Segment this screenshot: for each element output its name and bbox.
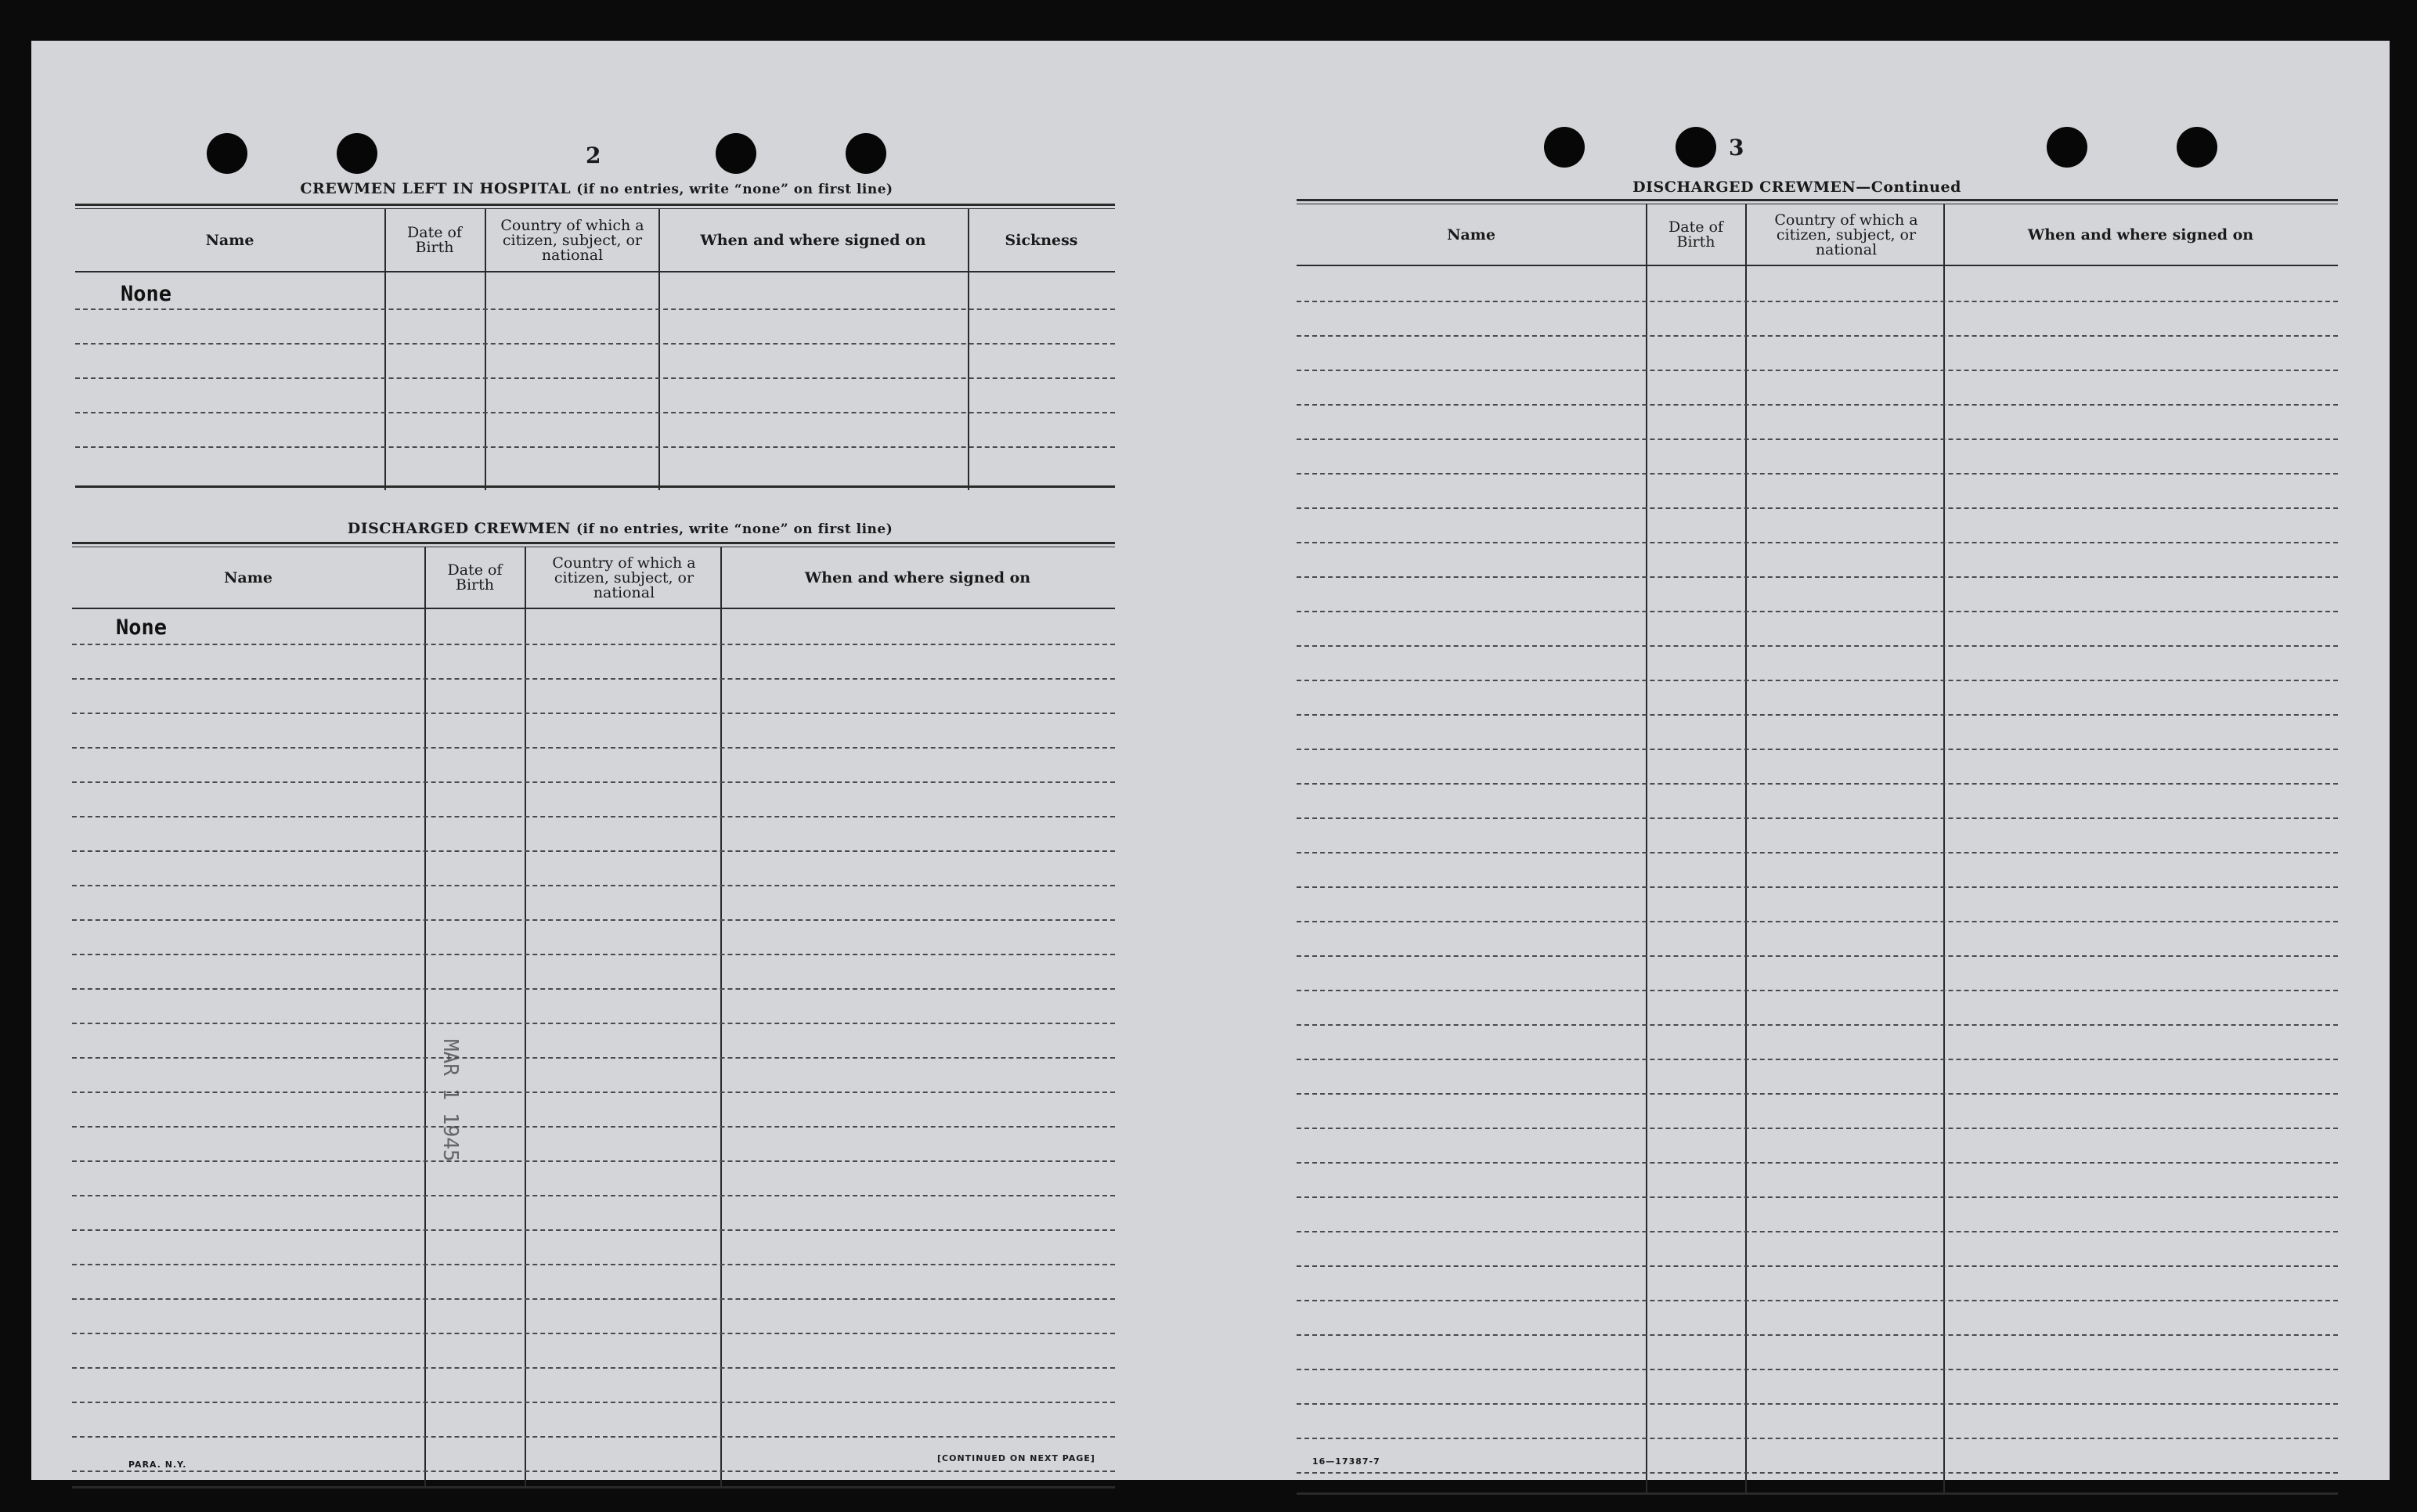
entry-line xyxy=(72,816,1115,817)
entry-line xyxy=(72,678,1115,680)
table-rule xyxy=(75,204,1115,206)
entry-line xyxy=(1297,680,2338,681)
entry-line xyxy=(72,781,1115,783)
header-date-of-birth: Date of Birth xyxy=(407,224,462,256)
entry-line xyxy=(1297,817,2338,819)
entry-line xyxy=(1297,301,2338,302)
left-page xyxy=(72,88,1168,1481)
entry-line xyxy=(72,1402,1115,1403)
entry-line xyxy=(1297,1128,2338,1129)
column-divider xyxy=(525,547,526,1486)
entry-line xyxy=(72,1471,1115,1472)
page-number: 2 xyxy=(586,143,601,168)
entry-line xyxy=(1297,611,2338,612)
entry-line xyxy=(1297,1196,2338,1198)
entry-line xyxy=(1297,404,2338,406)
entry-line xyxy=(72,644,1115,645)
column-divider xyxy=(384,208,386,490)
entry-line xyxy=(1297,1024,2338,1026)
column-divider xyxy=(485,208,486,490)
entry-line xyxy=(1297,1438,2338,1439)
discharged-continued-title: DISCHARGED CREWMEN—Continued xyxy=(1632,179,1961,196)
header-name: Name xyxy=(224,569,272,586)
header-when-where: When and where signed on xyxy=(700,232,926,249)
entry-line xyxy=(72,850,1115,852)
discharged-table-title xyxy=(72,520,1168,537)
entry-line xyxy=(1297,852,2338,853)
header-sickness: Sickness xyxy=(1005,232,1078,249)
entry-line xyxy=(1297,370,2338,371)
form-number: 16—17387-7 xyxy=(1312,1456,1380,1467)
entry-line xyxy=(72,1057,1115,1059)
entry-line xyxy=(1297,783,2338,785)
table-rule xyxy=(72,542,1115,544)
entry-line xyxy=(1297,1162,2338,1164)
punch-hole xyxy=(716,133,756,174)
continued-note: [CONTINUED ON NEXT PAGE] xyxy=(937,1453,1095,1463)
entry-line xyxy=(1297,1231,2338,1232)
punch-hole xyxy=(2047,127,2087,168)
entry-line xyxy=(72,1092,1115,1093)
entry-line xyxy=(1297,1265,2338,1267)
table-rule xyxy=(75,208,1115,209)
table-rule xyxy=(1297,199,2338,201)
entry-line xyxy=(1297,1369,2338,1370)
entry-line xyxy=(1297,1472,2338,1474)
entry-line xyxy=(72,1229,1115,1231)
column-divider xyxy=(424,547,426,1486)
entry-line xyxy=(72,919,1115,921)
table-rule xyxy=(72,1486,1115,1489)
entry-line xyxy=(1297,990,2338,991)
entry-line xyxy=(72,988,1115,990)
header-country: Country of which a citizen, subject, or national xyxy=(1774,211,1918,258)
entry-line xyxy=(75,412,1115,413)
entry-line xyxy=(1297,1334,2338,1336)
entry-line xyxy=(72,713,1115,714)
entry-line xyxy=(1297,1403,2338,1405)
entry-line xyxy=(72,1160,1115,1162)
entry-line xyxy=(72,954,1115,955)
document-sheet xyxy=(31,41,2390,1480)
discharged-first-entry: None xyxy=(116,615,168,640)
discharged-title-text: DISCHARGED CREWMEN xyxy=(347,520,571,537)
entry-line xyxy=(1297,335,2338,337)
header-country: Country of which a citizen, subject, or national xyxy=(500,216,644,264)
entry-line xyxy=(75,377,1115,379)
entry-line xyxy=(1297,886,2338,888)
entry-line xyxy=(72,885,1115,886)
header-name: Name xyxy=(205,232,254,249)
hospital-table-title xyxy=(72,180,1121,197)
entry-line xyxy=(72,1264,1115,1265)
entry-line xyxy=(1297,714,2338,716)
entry-line xyxy=(1297,749,2338,750)
punch-hole xyxy=(1544,127,1585,168)
discharged-table xyxy=(72,542,1115,1494)
entry-line xyxy=(1297,438,2338,440)
table-header-rule xyxy=(72,608,1115,609)
entry-line xyxy=(72,1195,1115,1196)
entry-line xyxy=(1297,473,2338,475)
entry-line xyxy=(1297,645,2338,647)
table-header-rule xyxy=(75,271,1115,272)
entry-line xyxy=(72,747,1115,749)
header-date-of-birth: Date of Birth xyxy=(447,561,503,594)
punch-hole xyxy=(207,133,247,174)
header-date-of-birth: Date of Birth xyxy=(1668,218,1723,251)
punch-hole xyxy=(337,133,377,174)
entry-line xyxy=(1297,955,2338,957)
entry-line xyxy=(1297,1059,2338,1060)
page-number: 3 xyxy=(1729,135,1744,161)
entry-line xyxy=(1297,542,2338,543)
discharged-continued-table xyxy=(1297,199,2338,1496)
right-page xyxy=(1253,88,2396,1481)
table-header-rule xyxy=(1297,265,2338,266)
received-stamp: MAR 1 1945 xyxy=(438,1039,462,1162)
entry-line xyxy=(72,1298,1115,1300)
entry-line xyxy=(1297,576,2338,578)
punch-hole xyxy=(1676,127,1716,168)
printer-mark: PARA. N.Y. xyxy=(128,1460,187,1470)
entry-line xyxy=(75,343,1115,345)
entry-line xyxy=(1297,507,2338,509)
entry-line xyxy=(72,1367,1115,1369)
header-when-where: When and where signed on xyxy=(804,569,1031,586)
entry-line xyxy=(72,1333,1115,1334)
header-when-where: When and where signed on xyxy=(2027,226,2254,244)
entry-line xyxy=(1297,921,2338,922)
hospital-title-text: CREWMEN LEFT IN HOSPITAL xyxy=(300,180,572,197)
header-name: Name xyxy=(1447,226,1495,244)
hospital-table xyxy=(75,204,1115,493)
entry-line xyxy=(72,1436,1115,1438)
entry-line xyxy=(75,309,1115,310)
discharged-title-note: (if no entries, write “none” on first line) xyxy=(575,521,893,537)
entry-line xyxy=(1297,1093,2338,1095)
table-rule xyxy=(75,485,1115,488)
entry-line xyxy=(75,446,1115,448)
punch-hole xyxy=(846,133,886,174)
entry-line xyxy=(72,1126,1115,1128)
punch-hole xyxy=(2177,127,2217,168)
entry-line xyxy=(72,1023,1115,1024)
hospital-first-entry: None xyxy=(121,282,172,306)
entry-line xyxy=(1297,1300,2338,1301)
header-country: Country of which a citizen, subject, or national xyxy=(552,554,696,601)
hospital-title-note: (if no entries, write “none” on first line) xyxy=(576,182,893,197)
column-divider xyxy=(720,547,722,1486)
table-rule xyxy=(1297,1492,2338,1495)
